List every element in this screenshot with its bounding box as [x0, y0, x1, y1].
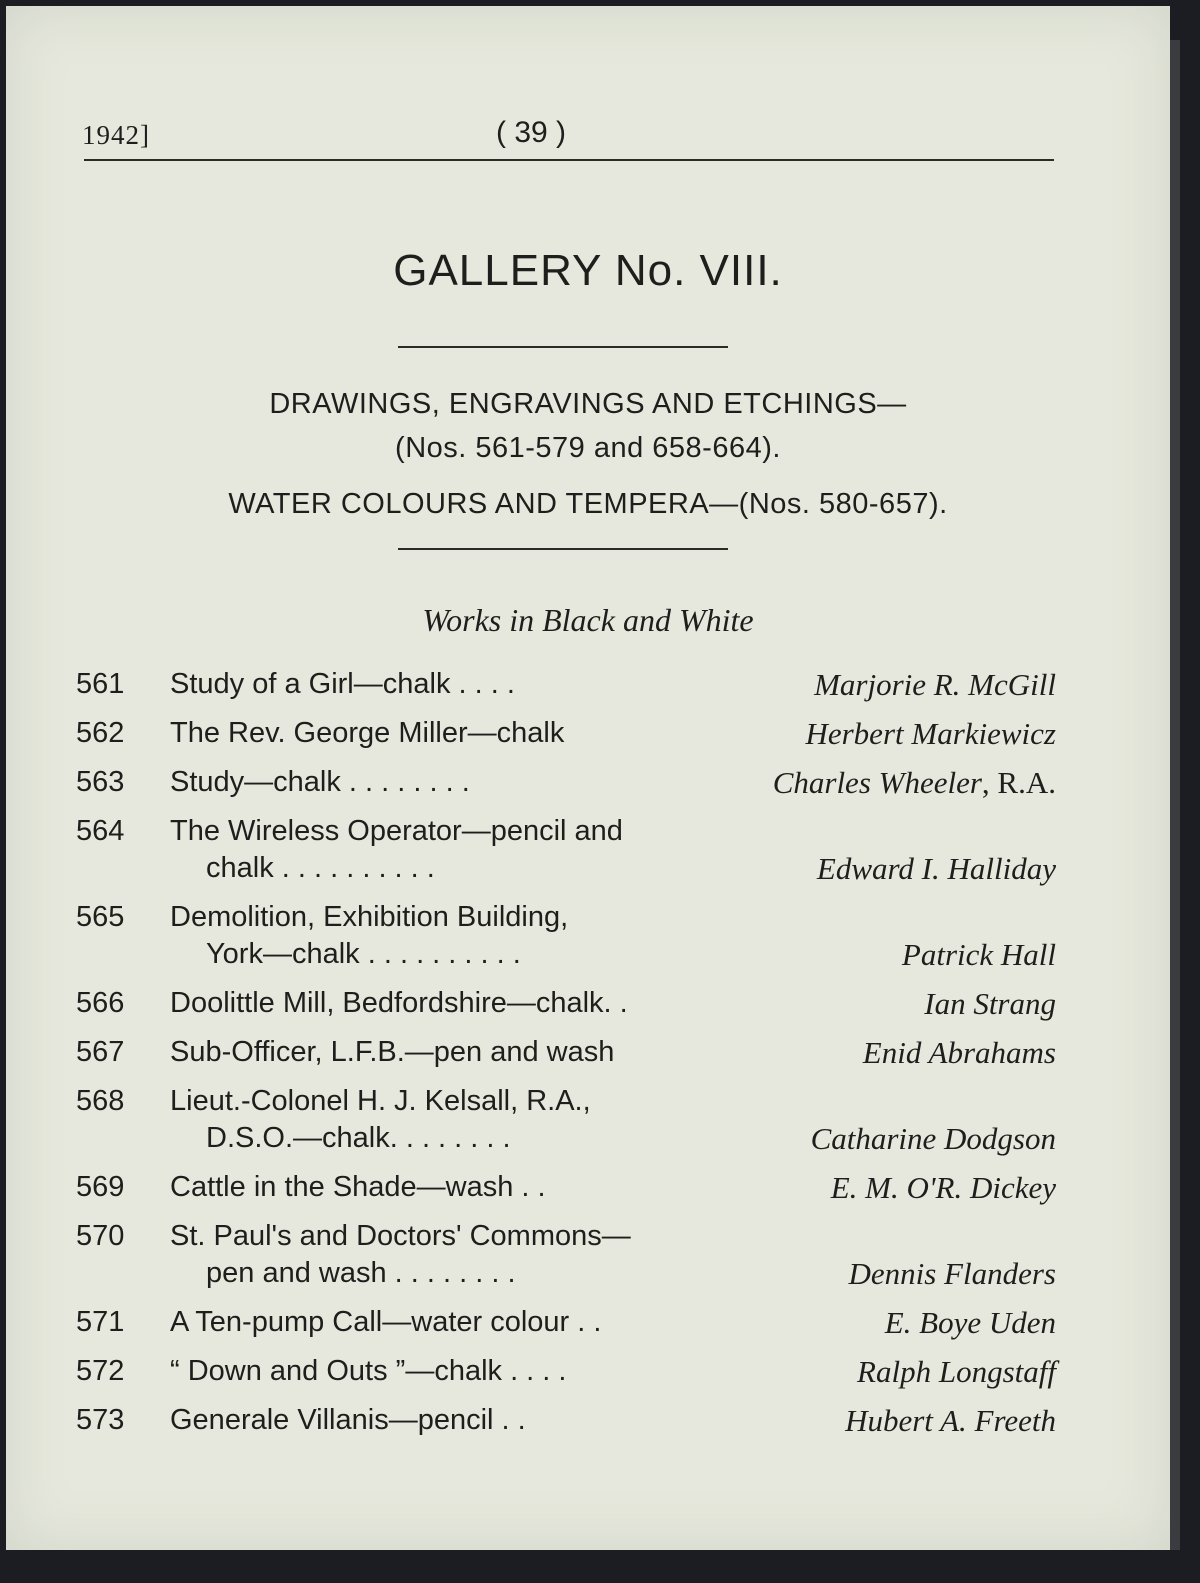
- artist-name: Charles Wheeler: [772, 765, 982, 800]
- list-item: [76, 1169, 1056, 1206]
- list-item: [76, 666, 1056, 703]
- artist-name: Edward I. Halliday: [816, 851, 1056, 886]
- entry-title-continued: D.S.O.—chalk. . . . . . . .: [206, 1122, 511, 1154]
- running-head-year: 1942]: [82, 120, 150, 150]
- list-item: [76, 715, 1056, 752]
- list-item: [76, 1218, 1056, 1292]
- entry-number: 573: [76, 1404, 125, 1436]
- list-item: [76, 899, 1056, 973]
- artist-name: Dennis Flanders: [848, 1256, 1056, 1291]
- entry-number: 569: [76, 1171, 125, 1203]
- entry-title: Sub-Officer, L.F.B.—pen and wash: [170, 1036, 615, 1068]
- entry-title: Lieut.-Colonel H. J. Kelsall, R.A.,: [170, 1085, 591, 1117]
- entry-number: 572: [76, 1355, 125, 1387]
- entry-title-continued: pen and wash . . . . . . . .: [206, 1257, 516, 1289]
- entry-title: The Wireless Operator—pencil and: [170, 815, 623, 847]
- entry-artist: [848, 1255, 1056, 1292]
- entry-artist: [902, 936, 1056, 973]
- entry-number: 562: [76, 717, 125, 749]
- gallery-title: GALLERY No. VIII.: [393, 246, 783, 295]
- entry-artist: [773, 764, 1056, 801]
- artist-name: E. M. O'R. Dickey: [830, 1170, 1056, 1205]
- entry-title: “ Down and Outs ”—chalk . . . .: [170, 1355, 567, 1387]
- entry-artist: [885, 1304, 1056, 1341]
- entry-artist: [814, 666, 1056, 703]
- entry-number: 567: [76, 1036, 125, 1068]
- artist-suffix: , R.A.: [981, 765, 1056, 800]
- entry-title: A Ten-pump Call—water colour . .: [170, 1306, 602, 1338]
- artist-name: Enid Abrahams: [862, 1035, 1056, 1070]
- entry-title: Cattle in the Shade—wash . .: [170, 1171, 546, 1203]
- entry-title: Doolittle Mill, Bedfordshire—chalk. .: [170, 987, 628, 1019]
- entry-artist: [817, 850, 1056, 887]
- entry-number: 571: [76, 1306, 125, 1338]
- list-item: [76, 1353, 1056, 1390]
- artist-name: Catharine Dodgson: [810, 1121, 1056, 1156]
- entry-number: 563: [76, 766, 125, 798]
- entry-artist: [805, 715, 1056, 752]
- entry-artist: [845, 1402, 1056, 1439]
- page-number: ( 39 ): [496, 116, 567, 149]
- header-rule: [84, 159, 1054, 161]
- entry-number: 568: [76, 1085, 125, 1117]
- entry-title-continued: chalk . . . . . . . . . .: [206, 852, 435, 884]
- entry-title: Generale Villanis—pencil . .: [170, 1404, 526, 1436]
- artist-name: E. Boye Uden: [884, 1305, 1056, 1340]
- entry-number: 566: [76, 987, 125, 1019]
- entry-number: 564: [76, 815, 125, 847]
- artist-name: Marjorie R. McGill: [814, 667, 1056, 702]
- entry-list: [76, 666, 1056, 1451]
- entry-title: Demolition, Exhibition Building,: [170, 901, 569, 933]
- page-edge: [1170, 40, 1180, 1550]
- artist-name: Ian Strang: [924, 986, 1056, 1021]
- divider-rule-bottom: [398, 548, 728, 550]
- entry-number: 561: [76, 668, 125, 700]
- divider-rule-top: [398, 346, 728, 348]
- subtitle-drawings-numbers: (Nos. 561-579 and 658-664).: [395, 432, 781, 464]
- artist-name: Ralph Longstaff: [857, 1354, 1056, 1389]
- subtitle-water-colours: WATER COLOURS AND TEMPERA—(Nos. 580-657).: [228, 488, 948, 520]
- entry-title: St. Paul's and Doctors' Commons—: [170, 1220, 631, 1252]
- entry-artist: [831, 1169, 1056, 1206]
- entry-artist: [857, 1353, 1056, 1390]
- list-item: [76, 1304, 1056, 1341]
- list-item: [76, 1034, 1056, 1071]
- running-head: [76, 114, 1052, 154]
- list-item: [76, 764, 1056, 801]
- section-heading: Works in Black and White: [422, 602, 754, 638]
- entry-title: Study of a Girl—chalk . . . .: [170, 668, 515, 700]
- artist-name: Patrick Hall: [901, 937, 1056, 972]
- entry-artist: [863, 1034, 1056, 1071]
- artist-name: Herbert Markiewicz: [805, 716, 1056, 751]
- entry-title: The Rev. George Miller—chalk: [170, 717, 565, 749]
- artist-name: Hubert A. Freeth: [845, 1403, 1056, 1438]
- entry-artist: [811, 1120, 1056, 1157]
- list-item: [76, 985, 1056, 1022]
- subtitle-drawings: DRAWINGS, ENGRAVINGS AND ETCHINGS—: [269, 388, 907, 420]
- entry-title: Study—chalk . . . . . . . .: [170, 766, 470, 798]
- entry-number: 570: [76, 1220, 125, 1252]
- entry-title-continued: York—chalk . . . . . . . . . .: [206, 938, 521, 970]
- entry-number: 565: [76, 901, 125, 933]
- list-item: [76, 1083, 1056, 1157]
- list-item: [76, 1402, 1056, 1439]
- list-item: [76, 813, 1056, 887]
- entry-artist: [924, 985, 1056, 1022]
- catalogue-page: [6, 6, 1170, 1550]
